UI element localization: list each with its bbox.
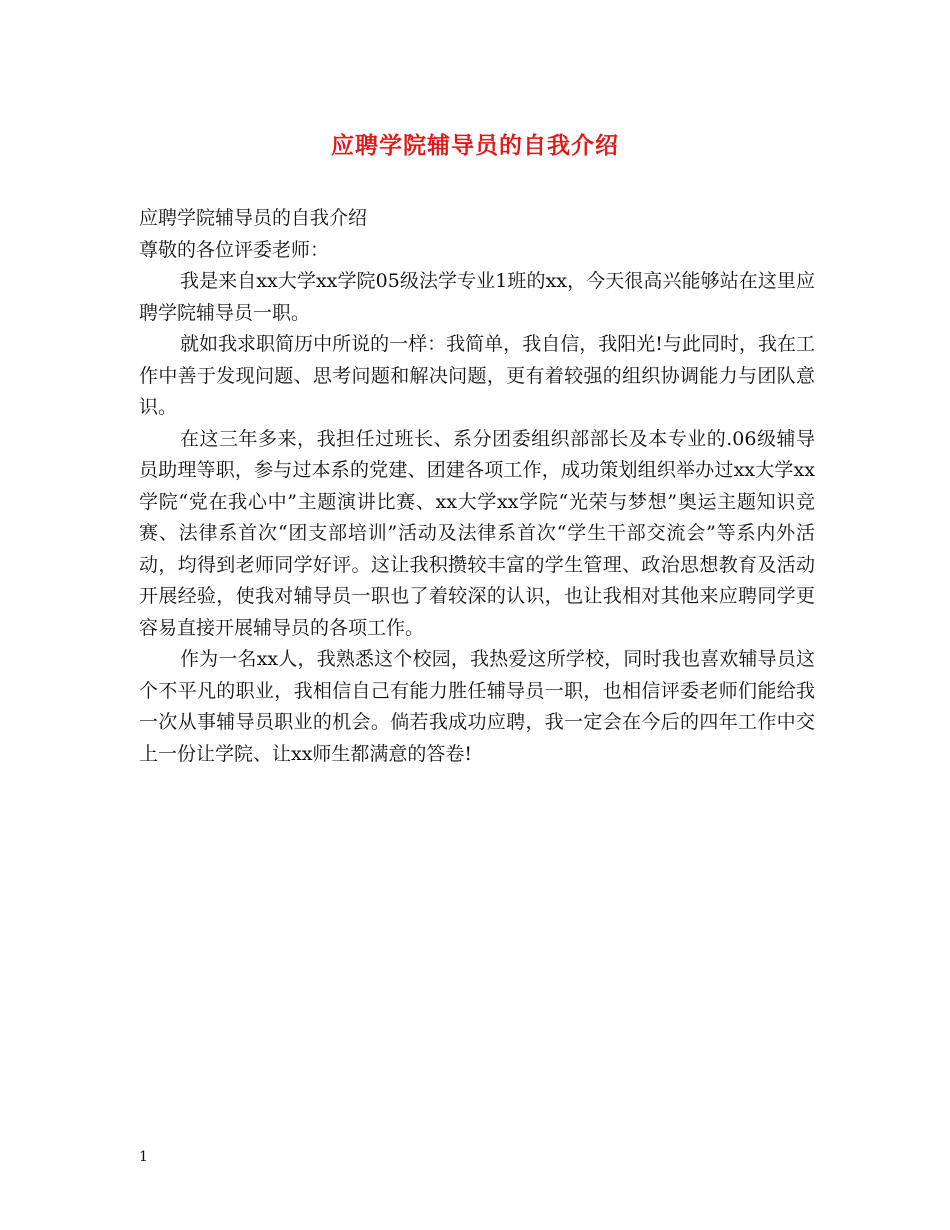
document-body — [139, 203, 815, 770]
paragraph-4: 作为一名xx人，我熟悉这个校园，我热爱这所学校，同时我也喜欢辅导员这个不平凡的职业，我相信自己有能力胜任辅导员一职，也相信评委老师们能给我一次从事辅导员职业的机会。倘若我成功应聘，我一定会在今后的四年工作中交上一份让学院、让xx师生都满意的答卷! — [139, 648, 815, 765]
paragraph-3: 在这三年多来，我担任过班长、系分团委组织部部长及本专业的.06级辅导员助理等职，参与过本系的党建、团建各项工作，成功策划组织举办过xx大学xx学院“党在我心中”主题演讲比赛、xx大学xx学院“光荣与梦想”奥运主题知识竞赛、法律系首次“团支部培训”活动及法律系首次“学生干部交流会”等系内外活动，均得到老师同学好评。这让我积攒较丰富的学生管理、政治思想教育及活动开展经验，使我对辅导员一职也了着较深的认识，也让我相对其他来应聘同学更容易直接开展辅导员的各项工作。 — [139, 427, 815, 639]
page-number: 1 — [139, 1149, 148, 1165]
document-title: 应聘学院辅导员的自我介绍 — [331, 133, 619, 159]
paragraph-1: 我是来自xx大学xx学院05级法学专业1班的xx，今天很高兴能够站在这里应聘学院辅导员一职。 — [139, 270, 815, 324]
heading-line: 应聘学院辅导员的自我介绍 — [139, 207, 368, 229]
paragraph-2: 就如我求职简历中所说的一样：我简单，我自信，我阳光!与此同时，我在工作中善于发现问题、思考问题和解决问题，更有着较强的组织协调能力与团队意识。 — [139, 333, 815, 418]
salutation: 尊敬的各位评委老师： — [139, 238, 330, 261]
